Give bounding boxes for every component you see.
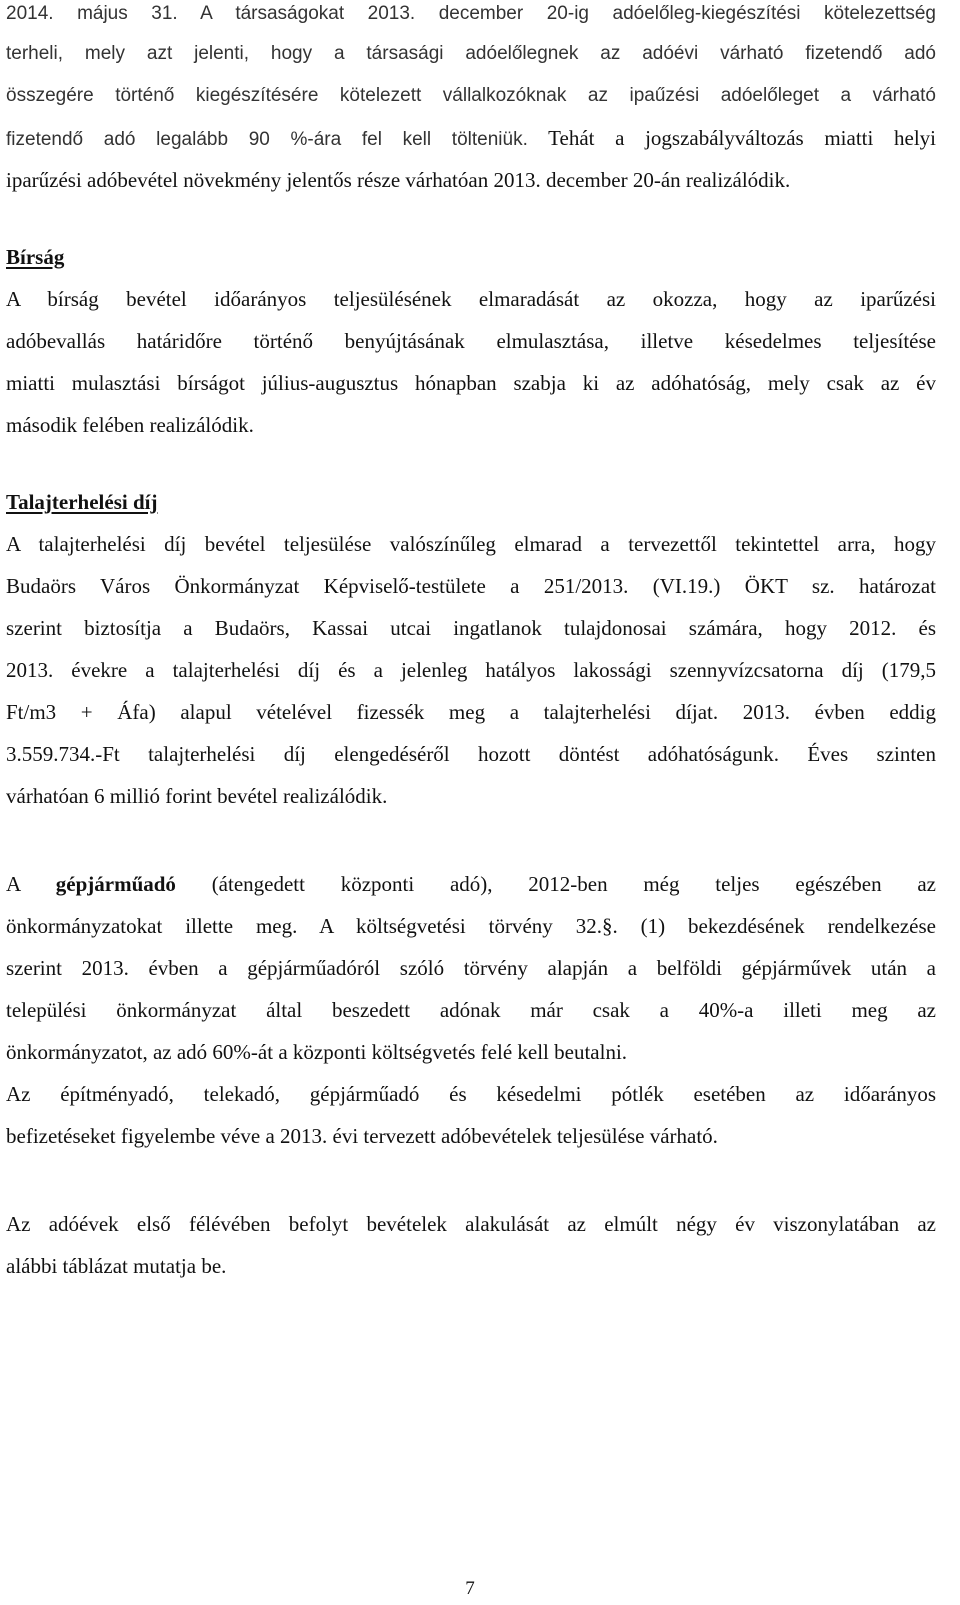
epitmenyado-line-2: befizetéseket figyelembe véve a 2013. évi tervezett adóbevételek teljesülése várható. — [6, 1124, 718, 1148]
intro-line-2: terheli, mely azt jelenti, hogy a társasági adóelőlegnek az adóévi várható fizetendő adó — [6, 43, 936, 64]
adoevek-line-2: alábbi táblázat mutatja be. — [6, 1254, 227, 1278]
birsag-line-3: miatti mulasztási bírságot július-augusztus hónapban szabja ki az adóhatóság, mely csak az év — [6, 371, 936, 395]
talaj-line-2: Budaörs Város Önkormányzat Képviselő-testülete a 251/2013. (VI.19.) ÖKT sz. határozat — [6, 574, 936, 598]
gepjarmu-line-4: települési önkormányzat által beszedett adónak már csak a 40%-a illeti meg az — [6, 998, 936, 1022]
intro-line-5: iparűzési adóbevétel növekmény jelentős része várhatóan 2013. december 20-án realizálódik. — [6, 168, 791, 192]
gepjarmu-line-1-start: A — [6, 872, 56, 896]
gepjarmu-bold-term: gépjárműadó — [55, 872, 176, 896]
adoevek-line-1: Az adóévek első félévében befolyt bevételek alakulását az elmúlt négy év viszonylatában az — [6, 1212, 936, 1236]
gepjarmu-line-5: önkormányzatot, az adó 60%-át a központi költségvetés felé kell beutalni. — [6, 1040, 628, 1064]
intro-line-4-sans: fizetendő adó legalább 90 %-ára fel kell tölteniük. — [6, 129, 528, 150]
intro-line-1-rest: december 20-ig adóelőleg-kiegészítési kötelezettség — [415, 3, 936, 24]
talaj-line-1: A talajterhelési díj bevétel teljesülése valószínűleg elmarad a tervezettől tekintettel arra, hogy — [6, 532, 936, 556]
gepjarmu-line-1 — [6, 872, 936, 896]
birsag-line-1: A bírság bevétel időarányos teljesülésének elmaradását az okozza, hogy az iparűzési — [6, 287, 936, 311]
intro-line-4-serif: Tehát a jogszabályváltozás miatti helyi — [527, 126, 936, 150]
talajterhelesi-heading: Talajterhelési díj — [6, 490, 158, 514]
page-number: 7 — [465, 1578, 475, 1599]
gepjarmu-line-2: önkormányzatokat illette meg. A költségvetési törvény 32.§. (1) bekezdésének rendelkezése — [6, 914, 936, 938]
intro-line-4 — [6, 126, 936, 152]
epitmenyado-line-1: Az építményadó, telekadó, gépjárműadó és késedelmi pótlék esetében az időarányos — [6, 1082, 936, 1106]
talaj-line-3: szerint biztosítja a Budaörs, Kassai utcai ingatlanok tulajdonosai számára, hogy 2012. és — [6, 616, 936, 640]
birsag-line-4: második felében realizálódik. — [6, 413, 254, 437]
gepjarmu-line-1-end: (átengedett központi adó), 2012-ben még teljes egészében az — [175, 872, 936, 896]
talaj-line-7: várhatóan 6 millió forint bevétel realizálódik. — [6, 784, 388, 808]
gepjarmu-line-3: szerint 2013. évben a gépjárműadóról szóló törvény alapján a belföldi gépjárművek után a — [6, 956, 936, 980]
intro-line-1-sans: 2014. május 31. A társaságokat 2013. — [6, 3, 416, 24]
intro-line-1 — [6, 0, 936, 26]
birsag-heading: Bírság — [6, 245, 65, 269]
intro-line-3: összegére történő kiegészítésére kötelezett vállalkozóknak az ipaűzési adóelőleget a várható — [6, 85, 936, 106]
talaj-line-4: 2013. évekre a talajterhelési díj és a jelenleg hatályos lakossági szennyvízcsatorna díj (179,5 — [6, 658, 936, 682]
birsag-line-2: adóbevallás határidőre történő benyújtásának elmulasztása, illetve késedelmes teljesítése — [6, 329, 936, 353]
talaj-line-5: Ft/m3 + Áfa) alapul vételével fizessék meg a talajterhelési díjat. 2013. évben eddig — [6, 700, 936, 724]
talaj-line-6: 3.559.734.-Ft talajterhelési díj elengedéséről hozott döntést adóhatóságunk. Éves szinten — [6, 742, 936, 766]
